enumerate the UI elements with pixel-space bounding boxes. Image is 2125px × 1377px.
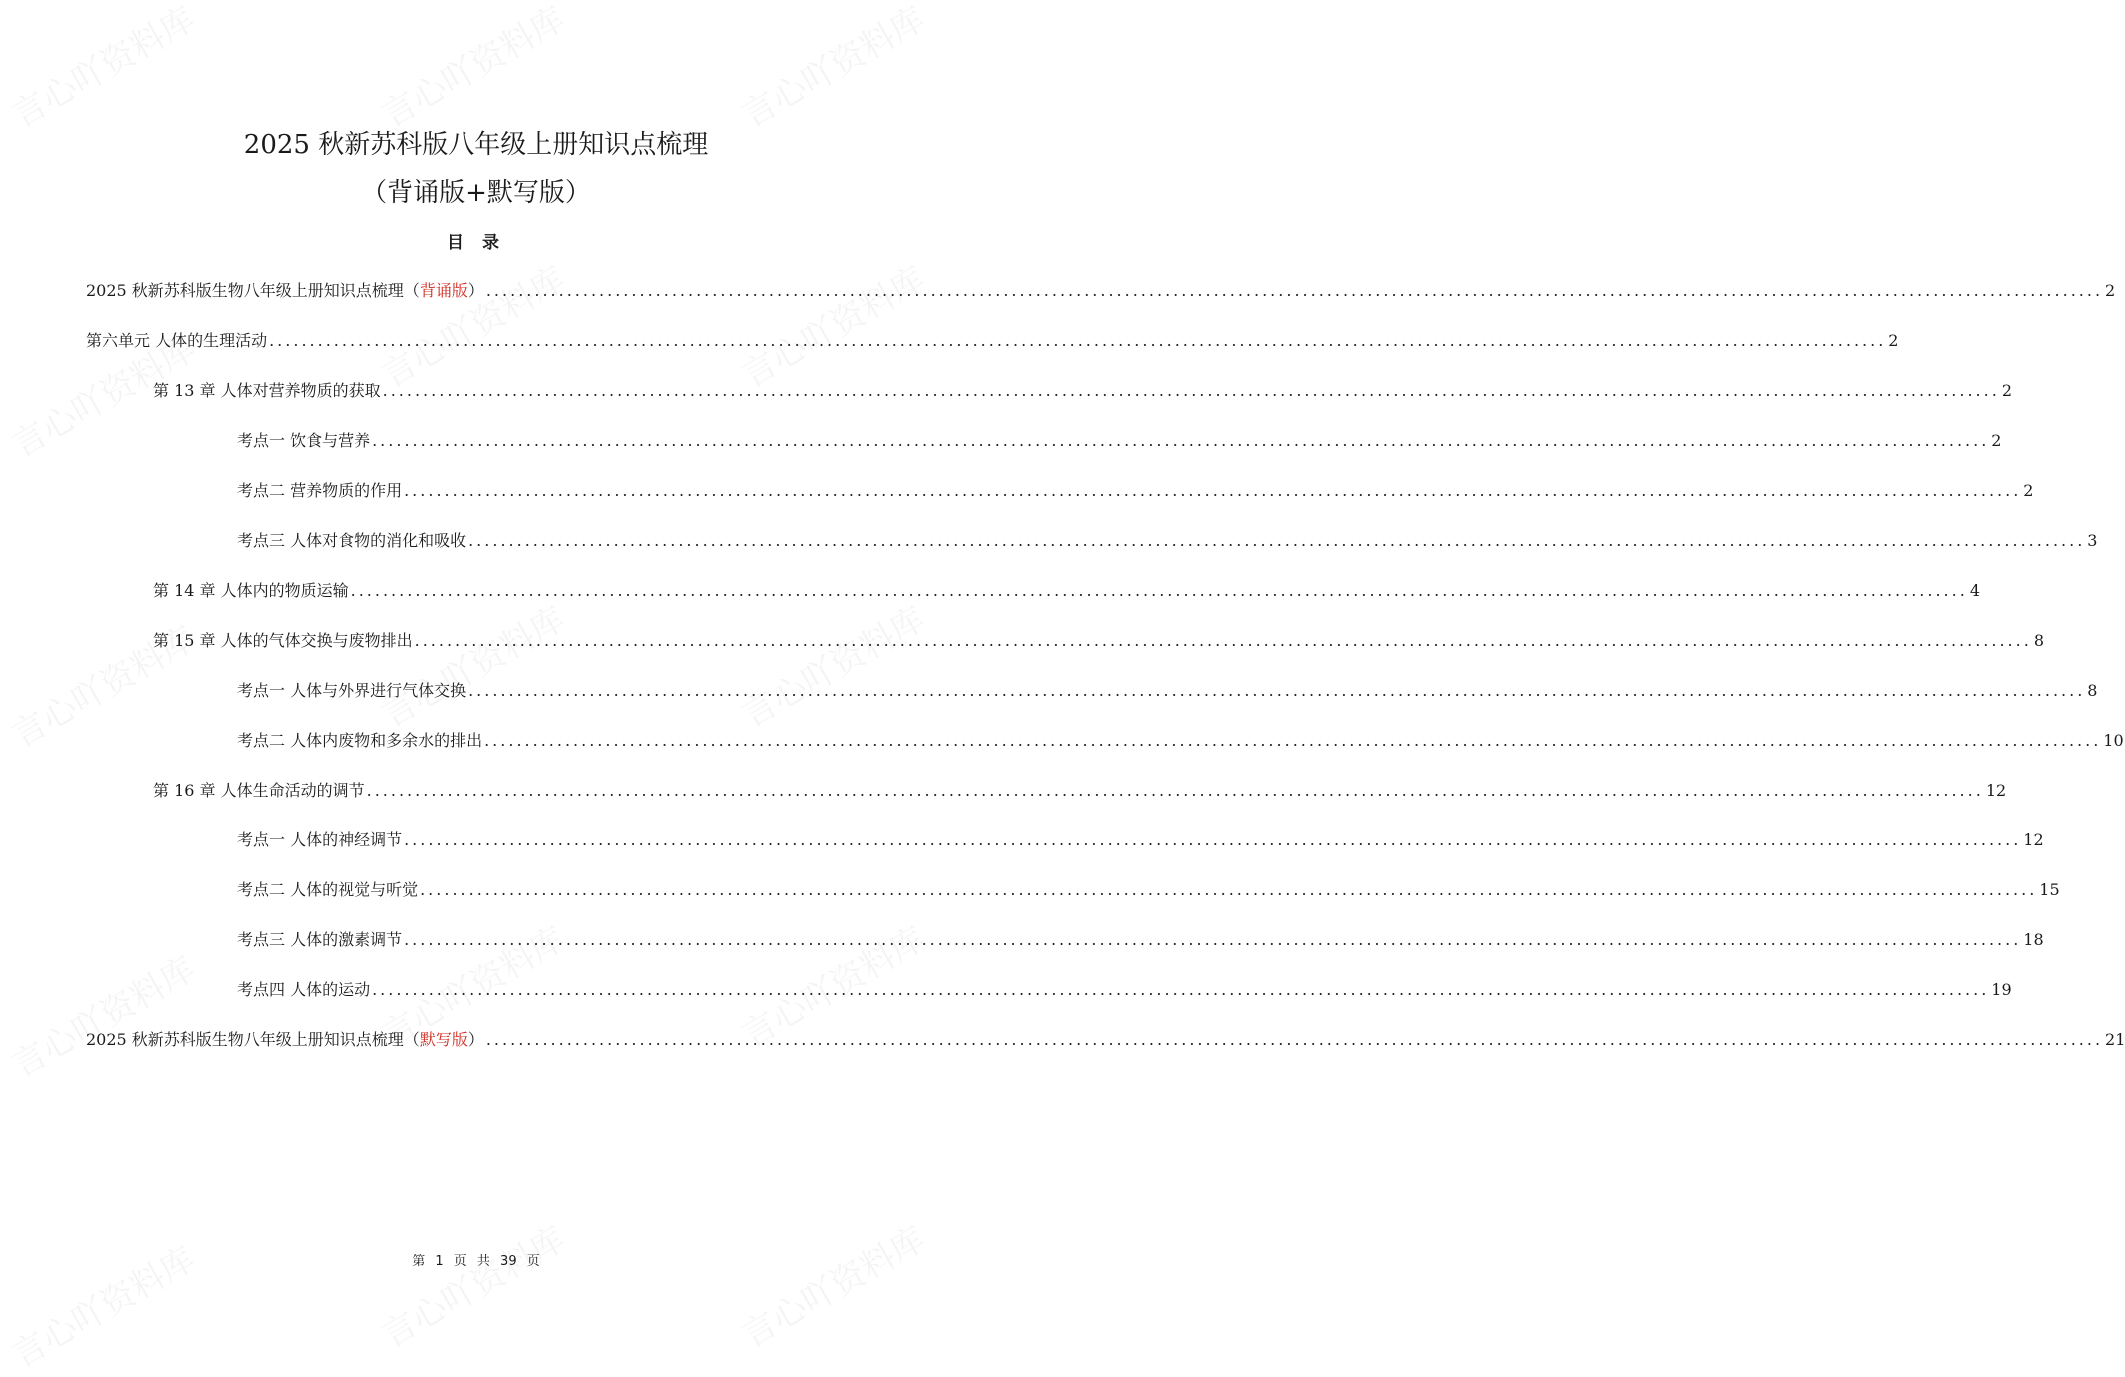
toc-entry-label: [237, 478, 402, 501]
toc-entry-text: 第 14 章 人体内的物质运输: [153, 580, 349, 600]
toc-entry-text: 2025 秋新苏科版生物八年级上册知识点梳理（: [86, 281, 420, 300]
watermark-text: [371, 252, 572, 396]
toc-page-number: 15: [2039, 880, 2060, 900]
toc-entry-label: [237, 977, 370, 1000]
toc-page-number: 2: [1888, 330, 1899, 350]
toc-entry[interactable]: [153, 378, 2012, 402]
watermark-text: [1, 942, 202, 1086]
toc-entry-label: [237, 927, 402, 950]
toc-entry-label: [237, 678, 466, 701]
toc-entry-text: 第 16 章 人体生命活动的调节: [153, 780, 365, 800]
toc-entry[interactable]: [153, 578, 1980, 602]
toc-entry[interactable]: [237, 678, 2098, 702]
toc-entry-label: [153, 578, 349, 601]
watermark-text: [371, 592, 572, 736]
toc-entry-label: [153, 378, 381, 401]
toc-page-number: 2: [2105, 281, 2116, 300]
toc-page-number: 8: [2033, 630, 2044, 650]
toc-entry[interactable]: [237, 478, 2034, 502]
toc-page-number: 18: [2023, 930, 2044, 950]
document-subtitle: （背诵版+默写版）: [361, 178, 591, 208]
dot-leader: ........................................................................................................................................................................................................: [372, 430, 1990, 450]
dot-leader: ........................................................................................................................................................................................................: [404, 480, 2022, 500]
toc-entry[interactable]: [153, 628, 2044, 652]
dot-leader: ........................................................................................................................................................................................................: [484, 730, 2102, 750]
watermark-text: [731, 1212, 932, 1356]
watermark-text: [371, 1212, 572, 1356]
watermark-text: [731, 592, 932, 736]
dot-leader: ........................................................................................................................................................................................................: [366, 780, 1984, 800]
toc-page-number: 10: [2103, 730, 2124, 750]
page-footer: 第 1 页 共 39 页: [412, 1254, 540, 1269]
toc-page-number: 2: [1991, 430, 2002, 450]
toc-entry-highlight: 默写版: [419, 1030, 468, 1050]
dot-leader: ........................................................................................................................................................................................................: [372, 980, 1990, 1000]
dot-leader: ........................................................................................................................................................................................................: [382, 380, 2000, 400]
toc-entry-text: 第六单元 人体的生理活动: [86, 330, 268, 350]
toc-heading: 目 录: [447, 233, 505, 253]
toc-entry-text-suffix: ）: [467, 281, 484, 300]
toc-entry[interactable]: [237, 977, 2012, 1001]
dot-leader: ........................................................................................................................................................................................................: [350, 580, 1968, 600]
toc-entry-text: 考点一 饮食与营养: [237, 430, 371, 450]
dot-leader: ........................................................................................................................................................................................................: [404, 930, 2022, 950]
dot-leader: ........................................................................................................................................................................................................: [404, 830, 2022, 850]
toc-page-number: 2: [2001, 380, 2012, 400]
toc-entry-label: [153, 778, 365, 801]
dot-leader: ........................................................................................................................................................................................................: [420, 880, 2038, 900]
toc-entry-label: [86, 1027, 484, 1050]
toc-entry-text: 第 13 章 人体对营养物质的获取: [153, 380, 381, 400]
toc-entry-highlight: 背诵版: [419, 281, 468, 300]
dot-leader: ........................................................................................................................................................................................................: [485, 1030, 2104, 1050]
toc-entry-text: 考点二 营养物质的作用: [237, 480, 403, 500]
toc-entry-label: [237, 428, 370, 451]
toc-entry[interactable]: [237, 927, 2044, 951]
toc-entry-text: 第 15 章 人体的气体交换与废物排出: [153, 630, 413, 650]
toc-entry-text: 考点二 人体内废物和多余水的排出: [237, 730, 483, 750]
toc-entry-label: [237, 728, 482, 751]
watermark-text: [731, 252, 932, 396]
toc-entry[interactable]: [237, 728, 2124, 752]
dot-leader: ........................................................................................................................................................................................................: [269, 330, 1887, 350]
toc-entry-text: 考点三 人体对食物的消化和吸收: [237, 530, 467, 550]
toc-entry[interactable]: [153, 778, 2007, 802]
toc-entry[interactable]: [237, 827, 2044, 851]
toc-entry-label: [153, 628, 413, 651]
toc-entry-text: 考点二 人体的视觉与听觉: [237, 880, 419, 900]
toc-page-number: 21: [2105, 1030, 2125, 1050]
toc-entry-text: 考点三 人体的激素调节: [237, 930, 403, 950]
toc-entry-text: 考点四 人体的运动: [237, 980, 371, 1000]
toc-entry[interactable]: [86, 1027, 2125, 1051]
toc-entry-text: 考点一 人体的神经调节: [237, 830, 403, 850]
document-title: 2025 秋新苏科版八年级上册知识点梳理: [243, 130, 709, 160]
toc-entry-label: [237, 827, 402, 850]
toc-page-number: 8: [2087, 680, 2098, 700]
toc-page-number: 12: [2023, 830, 2044, 850]
watermark-text: [731, 0, 932, 137]
toc-page-number: 19: [1991, 980, 2012, 1000]
toc-entry[interactable]: [237, 528, 2098, 552]
toc-entry[interactable]: [86, 278, 2116, 302]
toc-entry-label: [237, 877, 418, 900]
toc-entry-label: [86, 278, 484, 301]
watermark-text: [371, 0, 572, 137]
toc-entry-text-suffix: ）: [467, 1030, 484, 1050]
toc-entry-text: 考点一 人体与外界进行气体交换: [237, 680, 467, 700]
toc-page-number: 4: [1969, 580, 1980, 600]
dot-leader: ........................................................................................................................................................................................................: [414, 630, 2032, 650]
watermark-text: [1, 0, 202, 137]
toc-entry[interactable]: [237, 877, 2060, 901]
toc-entry-label: [86, 328, 267, 351]
toc-page-number: 2: [2023, 480, 2034, 500]
toc-entry[interactable]: [86, 328, 1899, 352]
toc-entry-label: [237, 528, 466, 551]
dot-leader: ........................................................................................................................................................................................................: [468, 680, 2086, 700]
toc-page-number: 12: [1985, 780, 2007, 800]
dot-leader: ........................................................................................................................................................................................................: [485, 281, 2104, 300]
toc-entry[interactable]: [237, 428, 2002, 452]
dot-leader: ........................................................................................................................................................................................................: [468, 530, 2086, 550]
toc-entry-text: 2025 秋新苏科版生物八年级上册知识点梳理（: [86, 1030, 420, 1050]
toc-page-number: 3: [2087, 530, 2098, 550]
